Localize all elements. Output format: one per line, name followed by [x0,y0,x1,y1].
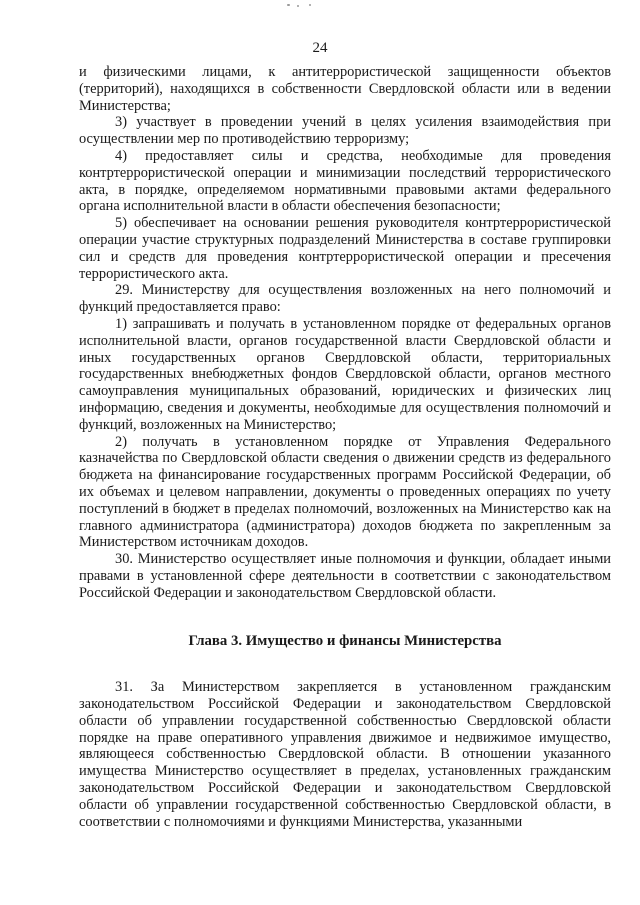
paragraph-clause-30: 30. Министерство осуществляет иные полномочия и функции, обладает иными правами в установленной сфере деятельности в соответствии с законодательством Российской Федерации и законодательством Свердловской области. [79,551,611,601]
paragraph-item-1: 1) запрашивать и получать в установленном порядке от федеральных органов исполнительной власти, органов государственной власти Свердловской области и иных государственных органов Свердловской области, территориальных государственных внебюджетных фондов Свердловской области, органов местного самоуправления муниципальных образований, юридических и физических лиц информацию, сведения и документы, необходимые для осуществления полномочий и функций, возложенных на Министерство; [79,315,611,433]
chapter-heading: Глава 3. Имущество и финансы Министерства [188,632,502,649]
document-body [79,64,611,830]
page-number: 24 [312,40,328,56]
paragraph-continuation: и физическими лицами, к антитеррористической защищенности объектов (территорий), находящихся в собственности Свердловской области или в ведении Министерства; [79,64,611,114]
paragraph-clause-29: 29. Министерству для осуществления возложенных на него полномочий и функций предоставляется право: [79,282,611,316]
paragraph-item-3: 3) участвует в проведении учений в целях усиления взаимодействия при осуществлении мер по противодействию терроризму; [79,114,611,148]
paragraph-item-5: 5) обеспечивает на основании решения руководителя контртеррористической операции участие структурных подразделений Министерства в составе группировки сил и средств для проведения контртеррористической операции и пресечения террористического акта. [79,215,611,282]
paragraph-item-4: 4) предоставляет силы и средства, необходимые для проведения контртеррористической операции и минимизации последствий террористического акта, в порядке, определяемом нормативными правовыми актами федерального органа исполнительной власти в области обеспечения безопасности; [79,147,611,215]
scan-speck [297,5,299,7]
paragraph-clause-31: 31. За Министерством закрепляется в установленном гражданским законодательством Российской Федерации и законодательством Свердловской области об управлении государственной собственностью Свердловской области порядке на праве оперативного управления движимое и недвижимое имущество, являющееся собственностью Свердловской области. В отношении указанного имущества Министерство осуществляет в пределах, установленных гражданским законодательством Российской Федерации и законодательством Свердловской области об управлении государственной собственностью Свердловской области, в соответствии с полномочиями и функциями Министерства, указанными [79,679,611,830]
scan-speck [309,4,311,6]
scan-speck [287,4,290,6]
paragraph-item-2: 2) получать в установленном порядке от Управления Федерального казначейства по Свердловской области сведения о движении средств из федерального бюджета на финансирование государственных программ Российской Федерации, об их объемах и целевом направлении, документы о проведенных операциях по учету поступлений в бюджет в пределах полномочий, возложенных на Министерство как на главного администратора (администратора) доходов бюджета по закрепленным за Министерством источникам доходов. [79,433,611,551]
